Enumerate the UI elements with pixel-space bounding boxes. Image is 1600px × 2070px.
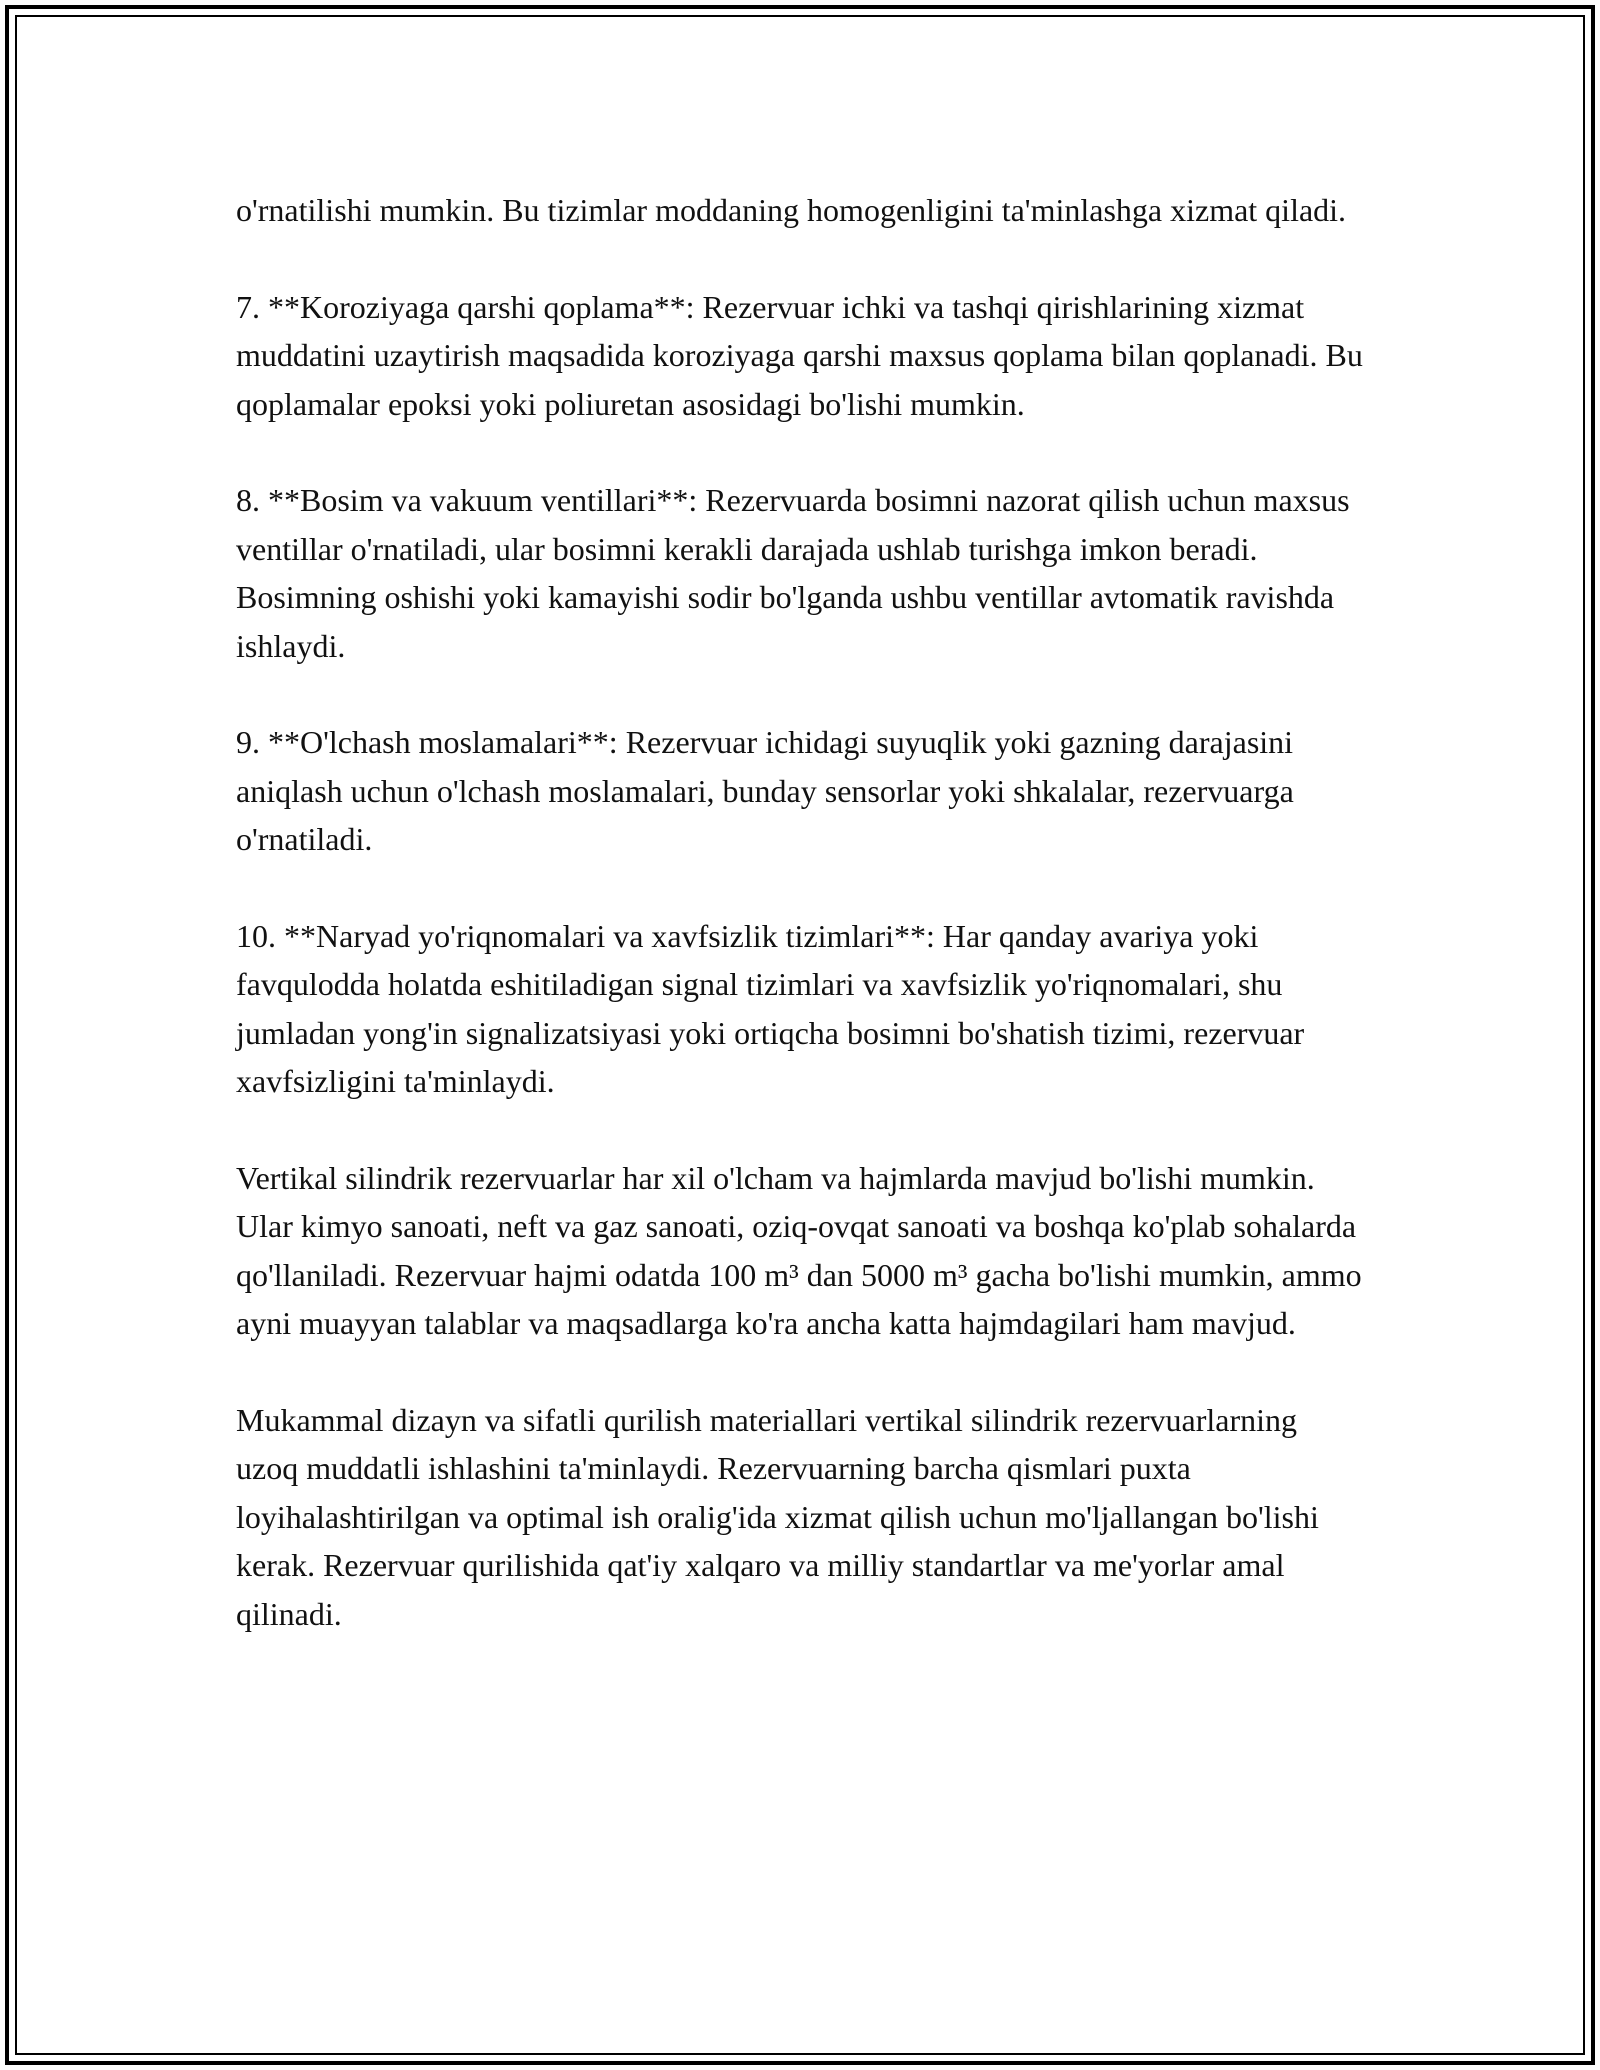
paragraph-item-8: 8. **Bosim va vakuum ventillari**: Rezervuarda bosimni nazorat qilish uchun maxsus ventillar o'rnatiladi, ular bosimni kerakli darajada ushlab turishga imkon beradi. Bosimning oshishi yoki kamayishi sodir bo'lganda ushbu ventillar avtomatik ravishda ishlaydi. <box>236 482 1350 664</box>
paragraph-summary: Vertikal silindrik rezervuarlar har xil o'lcham va hajmlarda mavjud bo'lishi mumkin. Ular kimyo sanoati, neft va gaz sanoati, oziq-ovqat sanoati va boshqa ko'plab sohalarda qo'llaniladi. Rezervuar hajmi odatda 100 m³ dan 5000 m³ gacha bo'lishi mumkin, ammo ayni muayyan talablar va maqsadlarga ko'ra ancha katta hajmdagilari ham mavjud. <box>236 1159 1362 1341</box>
paragraph-item-10: 10. **Naryad yo'riqnomalari va xavfsizlik tizimlari**: Har qanday avariya yoki favqulodda holatda eshitiladigan signal tizimlari va xavfsizlik yo'riqnomalari, shu jumladan yong'in signalizatsiyasi yoki ortiqcha bosimni bo'shatish tizimi, rezervuar xavfsizligini ta'minlaydi. <box>236 917 1305 1099</box>
paragraph-continuation: o'rnatilishi mumkin. Bu tizimlar moddaning homogenligini ta'minlashga xizmat qiladi. <box>236 192 1347 228</box>
paragraph-item-9: 9. **O'lchash moslamalari**: Rezervuar ichidagi suyuqlik yoki gazning darajasini aniqlash uchun o'lchash moslamalari, bunday sensorlar yoki shkalalar, rezervuarga o'rnatiladi. <box>236 724 1294 857</box>
paragraph-item-7: 7. **Koroziyaga qarshi qoplama**: Rezervuar ichki va tashqi qirishlarining xizmat muddatini uzaytirish maqsadida koroziyaga qarshi maxsus qoplama bilan qoplanadi. Bu qoplamalar epoksi yoki poliuretan asosidagi bo'lishi mumkin. <box>236 288 1363 422</box>
paragraph-conclusion: Mukammal dizayn va sifatli qurilish materiallari vertikal silindrik rezervuarlarning uzoq muddatli ishlashini ta'minlaydi. Rezervuarning barcha qismlari puxta loyihalashtirilgan va optimal ish oralig'ida xizmat qilish uchun mo'ljallangan bo'lishi kerak. Rezervuar qurilishida qat'iy xalqaro va milliy standartlar va me'yorlar amal qilinadi. <box>236 1401 1319 1632</box>
document-body <box>236 186 1366 1638</box>
